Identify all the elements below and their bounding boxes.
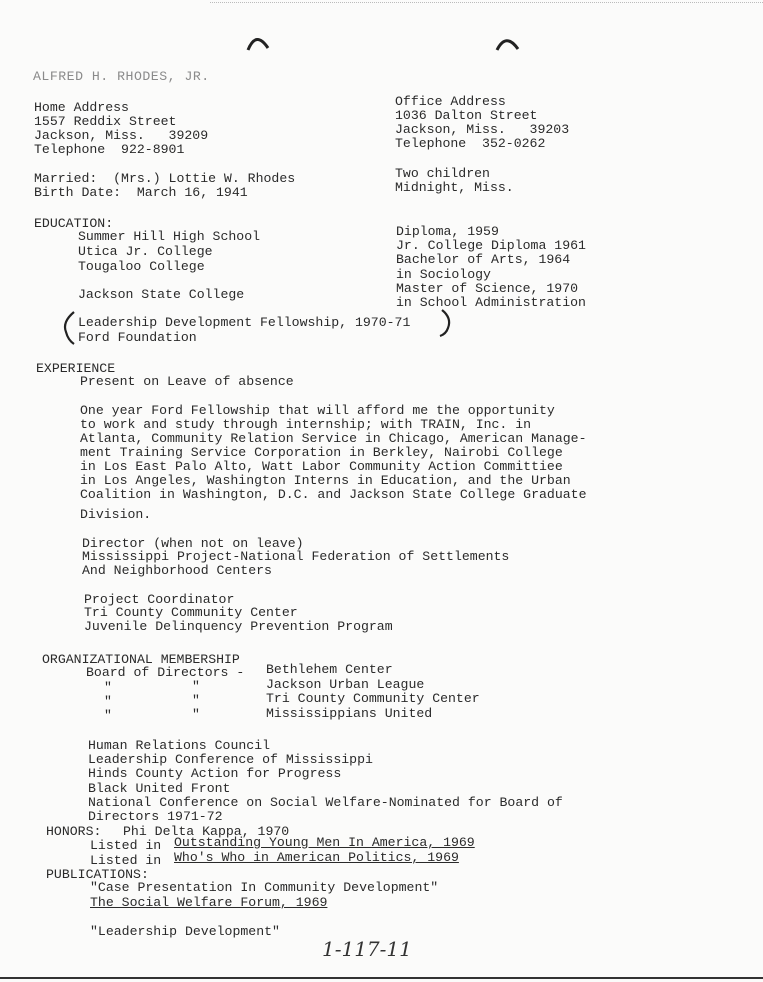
paragraph-line-7: Coalition in Washington, D.C. and Jackson State College Graduate [80,487,587,502]
paragraph-line-4: ment Training Service Corporation in Berkley, Nairobi College [80,445,563,460]
left-bracket-mark [60,310,80,346]
school-1: Summer Hill High School [78,229,261,244]
org-6: Directors 1971-72 [88,809,223,824]
publication-2: The Social Welfare Forum, 1969 [90,895,328,910]
director-line-1: Director (when not on leave) [82,536,304,551]
honor-item: Phi Delta Kappa, 1970 [123,824,290,839]
ditto-mark: " [192,679,200,694]
degree-6: in School Administration [396,295,586,310]
paragraph-line-8: Division. [80,507,152,522]
office-address-heading: Office Address [395,94,506,109]
office-phone: Telephone 352-0262 [395,136,546,151]
org-3: Hinds County Action for Progress [88,766,342,781]
board-4: Mississippians United [266,706,433,721]
children-line: Two children [395,166,490,181]
married-line: Married: (Mrs.) Lottie W. Rhodes [34,171,296,186]
name-header: ALFRED H. RHODES, JR. [33,69,210,84]
birthplace-line: Midnight, Miss. [395,180,514,195]
listed-item-2: Who's Who in American Politics, 1969 [174,850,459,865]
foundation-line: Ford Foundation [78,330,197,345]
paragraph-line-1: One year Ford Fellowship that will afford me the opportunity [80,403,555,418]
ditto-mark: " [104,708,112,723]
coordinator-line-1: Project Coordinator [84,592,235,607]
handwritten-page-mark: 1-117-11 [322,937,412,961]
listed-prefix: Listed in [90,838,162,853]
paragraph-line-6: in Los Angeles, Washington Interns in Education, and the Urban [80,473,571,488]
degree-4: in Sociology [396,267,491,282]
home-phone: Telephone 922-8901 [34,142,185,157]
publications-heading: PUBLICATIONS: [46,867,149,882]
right-bracket-mark [438,308,456,338]
listed-prefix: Listed in [90,853,162,868]
school-3: Tougaloo College [78,259,205,274]
home-address-heading: Home Address [34,100,129,115]
organizations-heading: ORGANIZATIONAL MEMBERSHIP [42,652,240,667]
fellowship-line: Leadership Development Fellowship, 1970-71 [78,315,411,330]
listed-item-1: Outstanding Young Men In America, 1969 [174,835,475,850]
birth-date-line: Birth Date: March 16, 1941 [34,185,248,200]
bottom-edge-line [0,977,763,979]
ditto-mark: " [104,694,112,709]
publication-3: "Leadership Development" [90,924,280,939]
home-city: Jackson, Miss. 39209 [34,128,209,143]
paragraph-line-3: Atlanta, Community Relation Service in Chicago, American Manage- [80,431,587,446]
director-line-3: And Neighborhood Centers [82,563,272,578]
home-street: 1557 Reddix Street [34,114,177,129]
org-1: Human Relations Council [88,738,271,753]
paragraph-line-2: to work and study through internship; with TRAIN, Inc. in [80,417,532,432]
degree-2: Jr. College Diploma 1961 [396,238,586,253]
org-2: Leadership Conference of Mississippi [88,752,373,767]
coordinator-line-2: Tri County Community Center [84,605,298,620]
punch-mark-right [494,32,522,54]
ditto-mark: " [192,707,200,722]
punch-mark-left [244,30,274,54]
board-2: Jackson Urban League [266,677,425,692]
board-3: Tri County Community Center [266,691,480,706]
org-4: Black United Front [88,781,231,796]
org-5: National Conference on Social Welfare-Nominated for Board of [88,795,563,810]
degree-3: Bachelor of Arts, 1964 [396,252,571,267]
present-line: Present on Leave of absence [80,374,294,389]
coordinator-line-3: Juvenile Delinquency Prevention Program [84,619,393,634]
board-1: Bethlehem Center [266,662,393,677]
ditto-mark: " [192,693,200,708]
honors-heading: HONORS: [46,824,102,839]
degree-5: Master of Science, 1970 [396,281,579,296]
experience-heading: EXPERIENCE [36,361,116,376]
office-city: Jackson, Miss. 39203 [395,122,570,137]
education-heading: EDUCATION: [34,216,114,231]
publication-1: "Case Presentation In Community Development" [90,880,439,895]
director-line-2: Mississippi Project-National Federation of Settlements [82,549,510,564]
paragraph-line-5: in Los East Palo Alto, Watt Labor Community Action Committiee [80,459,563,474]
board-label: Board of Directors - [86,665,245,680]
top-edge-line [210,2,763,3]
ditto-mark: " [104,680,112,695]
school-2: Utica Jr. College [78,244,213,259]
office-street: 1036 Dalton Street [395,108,538,123]
school-4: Jackson State College [78,287,245,302]
degree-1: Diploma, 1959 [396,224,499,239]
